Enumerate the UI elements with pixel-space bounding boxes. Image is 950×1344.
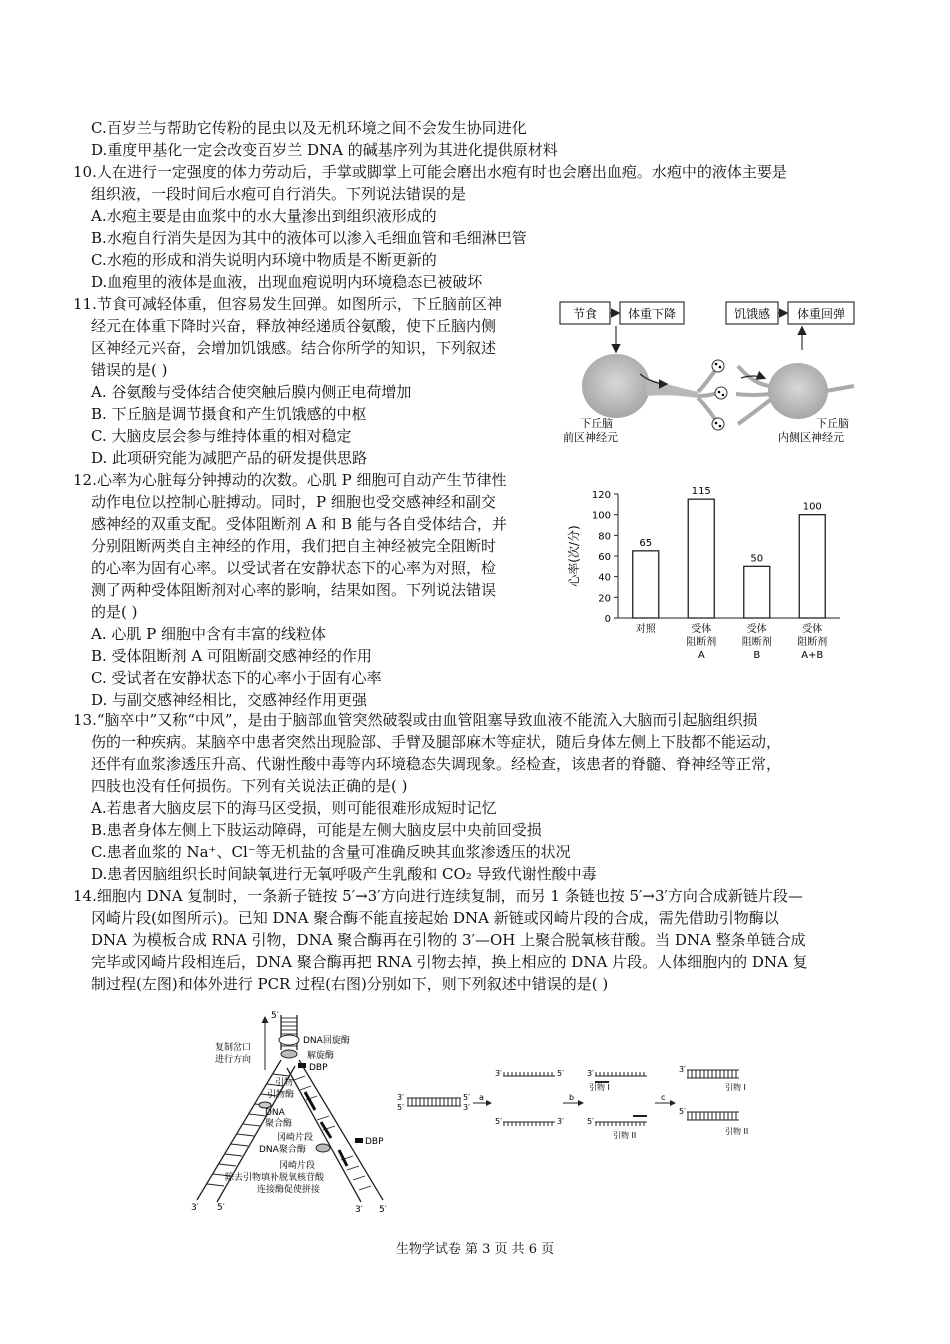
page-footer: 生物学试卷 第 3 页 共 6 页	[395, 1242, 555, 1257]
sep2-3p: 3′	[557, 1117, 564, 1126]
q13-stem-line2: 伤的一种疾病。某脑卒中患者突然出现脸部、手臂及腿部麻木等症状，随后身体左侧上下肢都不能运动，	[91, 733, 782, 751]
label-medial-1: 下丘脑	[816, 417, 849, 430]
step-a: a	[479, 1093, 484, 1102]
gyrase-label: DNA回旋酶	[303, 1036, 350, 1046]
q12-stem-line3: 感神经的双重支配。受体阻断剂 A 和 B 能与各自受体结合，并	[91, 515, 507, 533]
dna-polymerase-label-1: DNA	[265, 1108, 285, 1118]
box-diet-text: 节食	[572, 307, 598, 321]
x-tick-label: 阻断剂	[741, 637, 772, 648]
dna-replication-fork-figure	[191, 1010, 405, 1215]
y-tick-label: 80	[598, 531, 611, 543]
helicase-label: 解旋酶	[307, 1051, 335, 1061]
q14-stem-line3: DNA 为模板合成 RNA 引物，DNA 聚合酶再在引物的 3′—OH 上聚合脱氧核苷酸。当 DNA 整条单链合成	[91, 931, 806, 949]
step-b: b	[569, 1093, 575, 1102]
q11-neuron-figure	[558, 296, 858, 446]
chart-ylabel: 心率(次/分)	[567, 525, 581, 587]
x-tick-label: B	[753, 650, 761, 661]
q13-stem-line3: 还伴有血浆渗透压升高、代谢性酸中毒等内环境稳态失调现象。经检查，该患者的脊髓、脊神经等正常，	[91, 755, 782, 773]
q13-option-b: B.患者身体左侧上下肢运动障碍，可能是左侧大脑皮层中央前回受损	[91, 821, 542, 839]
medial-neuron	[768, 363, 828, 419]
q12-stem-line5: 的心率为固有心率。以受试者在安静状态下的心率为对照，检	[91, 559, 497, 577]
ann2-5p: 5′	[587, 1117, 594, 1126]
x-tick-label: A	[697, 650, 705, 661]
y-tick-label: 120	[591, 490, 611, 501]
ann-primer2: 引物 II	[613, 1131, 637, 1140]
label-anterior-2: 前区神经元	[563, 431, 618, 444]
x-tick-label: 阻断剂	[686, 637, 717, 648]
fork-direction-2: 进行方向	[215, 1055, 252, 1065]
q10-option-c: C.水疱的形成和消失说明内环境中物质是不断更新的	[91, 251, 437, 269]
q11-stem-line3: 区神经元兴奋，会增加饥饿感。结合你所学的知识，下列叙述	[91, 339, 497, 357]
q11-stem-line2: 经元在体重下降时兴奋，释放神经递质谷氨酸，使下丘脑内侧	[91, 317, 497, 335]
q10-option-a: A.水疱主要是由血浆中的水大量渗出到组织液形成的	[91, 207, 437, 225]
q10-option-d: D.血疱里的液体是血液，出现血疱说明内环境稳态已被破坏	[91, 273, 483, 291]
q12-stem-line1: 12.心率为心脏每分钟搏动的次数。心肌 P 细胞可自动产生节律性	[73, 471, 507, 489]
q12-stem-line6: 测了两种受体阻断剂对心率的影响，结果如图。下列说法错误	[91, 581, 497, 599]
x-tick-label: A+B	[801, 650, 824, 661]
sep2-5p: 5′	[495, 1117, 502, 1126]
bar-value-label: 50	[750, 553, 764, 565]
top-5prime: 5′	[271, 1011, 279, 1021]
q13-stem-line4: 四肢也没有任何损伤。下列有关说法正确的是( )	[91, 777, 408, 795]
q12-stem-line2: 动作电位以控制心脏搏动。同时，P 细胞也受交感神经和副交	[91, 493, 496, 511]
ext-primer1: 引物 I	[725, 1083, 746, 1092]
sep-5p: 5′	[557, 1069, 564, 1078]
left-3prime: 3′	[191, 1203, 199, 1213]
dbp-label-2: DBP	[365, 1137, 384, 1147]
box-weight-loss-text: 体重下降	[627, 307, 677, 321]
q14-stem-line4: 完毕或冈崎片段相连后，DNA 聚合酶再把 RNA 引物去掉，换上相应的 DNA 片段。人体细胞内的 DNA 复	[91, 953, 808, 971]
q9-option-d: D.重度甲基化一定会改变百岁兰 DNA 的碱基序列为其进化提供原材料	[91, 141, 558, 159]
heart-rate-bar-chart	[560, 478, 850, 674]
dbp-label-1: DBP	[309, 1063, 328, 1073]
ann-primer1: 引物 I	[589, 1083, 610, 1092]
anterior-neuron	[582, 354, 650, 418]
q11-stem-line4: 错误的是( )	[91, 361, 168, 379]
ext2-5p: 5′	[679, 1107, 686, 1116]
primer-label: 引物	[275, 1078, 294, 1088]
ext-primer2: 引物 II	[725, 1127, 749, 1136]
bar-value-label: 115	[691, 486, 711, 498]
pcr-start-5p-r: 5′	[463, 1093, 470, 1102]
pcr-start-3p: 3′	[397, 1093, 404, 1102]
bar-1	[688, 499, 714, 618]
fork-direction-1: 复制岔口	[215, 1043, 252, 1053]
x-tick-label: 受体	[746, 624, 767, 635]
y-tick-label: 40	[598, 572, 611, 584]
box-hunger-text: 饥饿感	[733, 307, 771, 321]
right-3prime: 3′	[355, 1205, 363, 1215]
label-medial-2: 内侧区神经元	[778, 431, 844, 444]
y-tick-label: 60	[598, 552, 611, 563]
primase-label: 引物酶	[267, 1090, 295, 1100]
bar-value-label: 65	[639, 537, 653, 549]
x-tick-label: 对照	[635, 624, 656, 635]
q13-stem-line1: 13.“脑卒中”又称“中风”，是由于脑部血管突然破裂或由血管阻塞导致血液不能流入大脑而引起脑组织损	[73, 711, 758, 729]
q12-stem-line7: 的是( )	[91, 603, 138, 621]
sep-3p: 3′	[495, 1069, 502, 1078]
q14-stem-line2: 冈崎片段(如图所示)。已知 DNA 聚合酶不能直接起始 DNA 新链或冈崎片段的合成，需先借助引物酶以	[91, 909, 779, 927]
ext-3p: 3′	[679, 1065, 686, 1074]
q11-stem-line1: 11.节食可减轻体重，但容易发生回弹。如图所示，下丘脑前区神	[73, 295, 502, 313]
dna-polymerase-full-label: DNA聚合酶	[259, 1145, 306, 1155]
okazaki-label: 冈崎片段	[277, 1133, 314, 1143]
remove-primer-label: 除去引物填补脱氧核苷酸	[225, 1173, 325, 1183]
q11-option-c: C. 大脑皮层会参与维持体重的相对稳定	[91, 427, 352, 445]
q12-option-c: C. 受试者在安静状态下的心率小于固有心率	[91, 669, 382, 687]
q14-stem-line5: 制过程(左图)和体外进行 PCR 过程(右图)分别如下，则下列叙述中错误的是( )	[91, 975, 609, 993]
q11-option-d: D. 此项研究能为减肥产品的研发提供思路	[91, 449, 368, 467]
left-5prime: 5′	[217, 1203, 225, 1213]
dna-polymerase-label-2: 聚合酶	[265, 1119, 293, 1129]
q14-stem-line1: 14.细胞内 DNA 复制时，一条新子链按 5′→3′方向进行连续复制，而另 1 条链也按 5′→3′方向合成新链片段—	[73, 887, 803, 905]
bar-3	[799, 515, 825, 618]
q12-option-b: B. 受体阻断剂 A 可阻断副交感神经的作用	[91, 647, 372, 665]
q13-option-a: A.若患者大脑皮层下的海马区受损，则可能很难形成短时记忆	[91, 799, 497, 817]
q12-stem-line4: 分别阻断两类自主神经的作用，我们把自主神经被完全阻断时	[91, 537, 497, 555]
step-c: c	[661, 1093, 666, 1102]
bar-0	[633, 551, 659, 618]
x-tick-label: 受体	[691, 624, 712, 635]
bar-2	[744, 566, 770, 618]
okazaki-label-2: 冈崎片段	[279, 1161, 316, 1171]
pcr-start-3p-r: 3′	[463, 1103, 470, 1112]
x-tick-label: 受体	[802, 624, 823, 635]
label-anterior-1: 下丘脑	[580, 417, 613, 430]
q10-option-b: B.水疱自行消失是因为其中的液体可以渗入毛细血管和毛细淋巴管	[91, 229, 527, 247]
pcr-start-5p: 5′	[397, 1103, 404, 1112]
q12-option-a: A. 心肌 P 细胞中含有丰富的线粒体	[91, 625, 326, 643]
q9-option-c: C.百岁兰与帮助它传粉的昆虫以及无机环境之间不会发生协同进化	[91, 119, 527, 137]
ann-3p: 3′	[587, 1069, 594, 1078]
q11-option-a: A. 谷氨酸与受体结合使突触后膜内侧正电荷增加	[91, 383, 412, 401]
y-tick-label: 20	[598, 593, 611, 605]
q12-option-d: D. 与副交感神经相比，交感神经作用更强	[91, 691, 368, 709]
right-5prime: 5′	[379, 1205, 387, 1215]
bar-value-label: 100	[802, 501, 822, 513]
q10-stem-line1: 10.人在进行一定强度的体力劳动后，手掌或脚掌上可能会磨出水疱有时也会磨出血疱。水疱中的液体主要是	[73, 163, 787, 181]
q10-stem-line2: 组织液，一段时间后水疱可自行消失。下列说法错误的是	[91, 185, 467, 203]
pcr-process-figure	[395, 1062, 765, 1142]
y-tick-label: 100	[591, 510, 611, 522]
q11-option-b: B. 下丘脑是调节摄食和产生饥饿感的中枢	[91, 405, 367, 423]
x-tick-label: 阻断剂	[797, 637, 828, 648]
q13-option-c: C.患者血浆的 Na⁺、Cl⁻等无机盐的含量可准确反映其血浆渗透压的状况	[91, 843, 571, 861]
ligase-label: 连接酶促使拼接	[257, 1185, 321, 1195]
box-rebound-text: 体重回弹	[796, 307, 846, 321]
q13-option-d: D.患者因脑组织长时间缺氧进行无氧呼吸产生乳酸和 CO₂ 导致代谢性酸中毒	[91, 865, 597, 883]
y-tick-label: 0	[604, 614, 611, 625]
